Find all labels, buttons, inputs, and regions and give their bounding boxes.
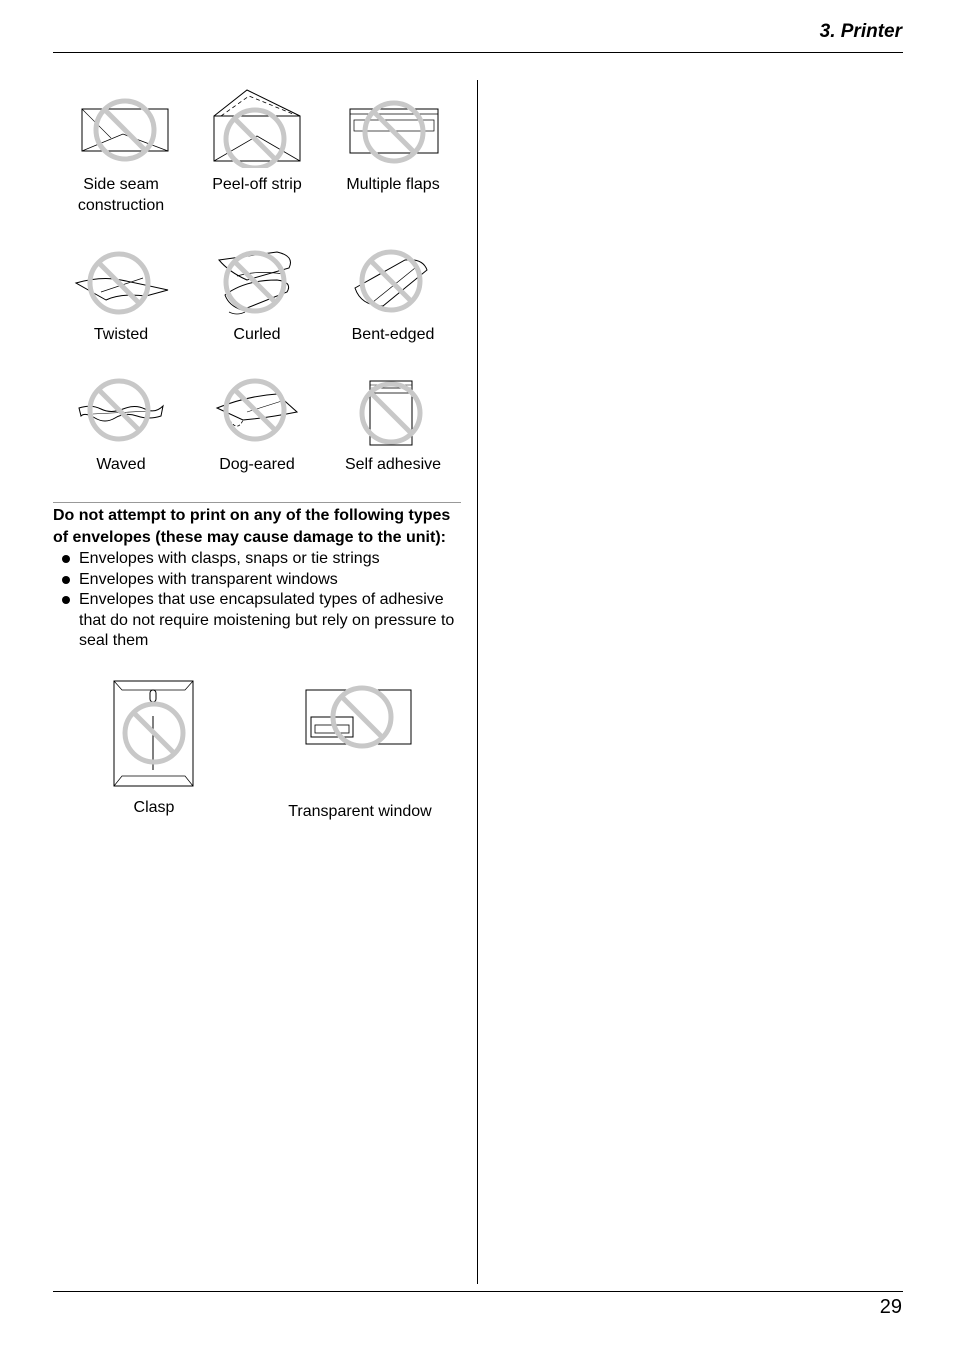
side-seam-envelope-icon bbox=[71, 98, 171, 168]
clasp-envelope-icon bbox=[94, 678, 214, 790]
footer-rule bbox=[53, 1291, 903, 1292]
bullet-icon bbox=[62, 555, 70, 563]
envelope-item bbox=[53, 248, 189, 345]
damage-example-item bbox=[280, 684, 440, 821]
envelope-label: Bent-edged bbox=[351, 326, 435, 343]
page-header-title: 3. Printer bbox=[819, 21, 902, 42]
envelope-label: Curled bbox=[233, 326, 281, 343]
bullet-icon bbox=[62, 576, 70, 584]
list-item-text: Envelopes that use encapsulated types of adhesive that do not require moistening but rely on pressure to seal them bbox=[79, 591, 455, 649]
twisted-envelope-icon bbox=[71, 248, 171, 318]
envelope-label: Side seam construction bbox=[77, 176, 165, 214]
transparent-window-envelope-icon bbox=[280, 684, 440, 754]
envelope-item bbox=[53, 98, 189, 216]
header-rule bbox=[53, 52, 903, 53]
self-adhesive-envelope-icon bbox=[343, 376, 443, 448]
column-divider bbox=[477, 80, 478, 1284]
peel-off-strip-envelope-icon bbox=[207, 88, 307, 168]
envelope-item bbox=[325, 248, 461, 345]
envelope-label: Multiple flaps bbox=[346, 176, 440, 193]
list-item-text: Envelopes with transparent windows bbox=[79, 570, 338, 588]
envelope-item bbox=[325, 98, 461, 195]
bullet-icon bbox=[62, 596, 70, 604]
damage-example-label: Clasp bbox=[133, 799, 175, 816]
envelope-item bbox=[189, 378, 325, 475]
envelope-label: Self adhesive bbox=[344, 456, 442, 473]
envelope-item bbox=[53, 378, 189, 475]
list-item bbox=[53, 570, 463, 591]
page-number: 29 bbox=[879, 1296, 902, 1318]
envelope-item bbox=[189, 240, 325, 345]
section-rule bbox=[53, 502, 461, 503]
list-item-text: Envelopes with clasps, snaps or tie strings bbox=[79, 550, 380, 567]
waved-envelope-icon bbox=[71, 378, 171, 448]
damage-example-item bbox=[94, 678, 214, 817]
curled-envelope-icon bbox=[207, 240, 307, 318]
envelope-label: Dog-eared bbox=[219, 456, 295, 473]
list-item bbox=[53, 590, 463, 652]
warning-heading: Do not attempt to print on any of the following types of envelopes (these may cause damage to the unit): bbox=[53, 507, 451, 546]
multiple-flaps-envelope-icon bbox=[343, 98, 443, 168]
dog-eared-envelope-icon bbox=[207, 378, 307, 448]
envelope-label: Twisted bbox=[93, 326, 149, 343]
list-item bbox=[53, 549, 463, 570]
damage-example-label: Transparent window bbox=[288, 803, 432, 820]
envelope-item bbox=[325, 376, 461, 475]
envelope-item bbox=[189, 88, 325, 195]
envelope-label: Peel-off strip bbox=[212, 176, 302, 193]
warning-list bbox=[53, 549, 463, 652]
envelope-label: Waved bbox=[96, 456, 146, 473]
bent-edged-envelope-icon bbox=[343, 248, 443, 318]
